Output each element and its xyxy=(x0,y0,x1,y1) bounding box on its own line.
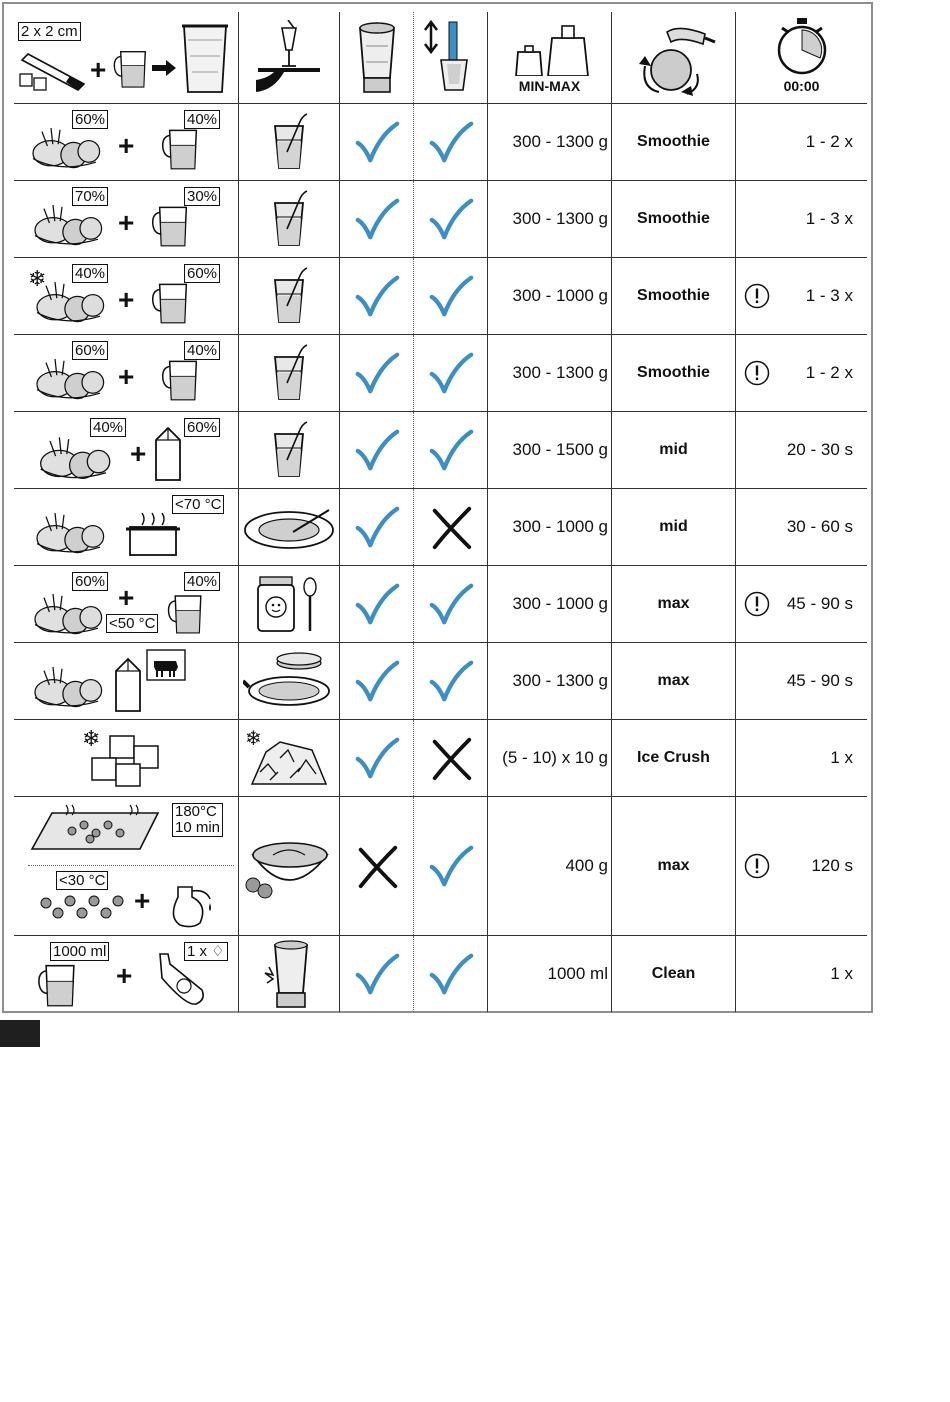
program-cell xyxy=(612,643,736,719)
temperature-label: <70 °C xyxy=(172,495,224,514)
plus-icon: + xyxy=(134,885,151,916)
time-value: 45 - 90 s xyxy=(786,671,853,690)
measuring-jug-icon xyxy=(164,586,212,638)
glass-icon xyxy=(269,266,309,326)
attachment-cell xyxy=(340,489,414,565)
program-cell xyxy=(612,104,736,180)
blender-jug-icon xyxy=(178,20,232,96)
time-value: 1 x xyxy=(830,748,853,767)
serving-cell xyxy=(239,335,340,411)
time-value: 120 s xyxy=(811,856,853,875)
check-icon xyxy=(427,842,475,890)
table-row xyxy=(14,566,867,643)
time-cell xyxy=(736,181,867,257)
snowflake-icon: ❄ xyxy=(82,726,101,751)
volume-label: 1000 ml xyxy=(50,942,109,961)
ingredient-cell xyxy=(14,566,239,642)
serving-cell xyxy=(239,720,340,796)
glass-icon xyxy=(269,189,309,249)
ingredient-cell xyxy=(14,720,239,796)
serving-cell xyxy=(239,643,340,719)
ingredient-cell xyxy=(14,643,239,719)
ratio-b-label: 60% xyxy=(184,418,220,437)
header-tamper-cell xyxy=(414,12,488,103)
glass-icon xyxy=(269,343,309,403)
quantity-value: 300 - 1000 g xyxy=(512,286,608,305)
time-cell xyxy=(736,936,867,1012)
glass-icon xyxy=(269,112,309,172)
header-attachment-cell xyxy=(340,12,414,103)
ratio-a-label: 40% xyxy=(72,264,108,283)
quantity-cell xyxy=(488,797,612,935)
quantity-cell xyxy=(488,720,612,796)
check-icon xyxy=(353,657,401,705)
quantity-value: 300 - 1300 g xyxy=(512,209,608,228)
check-icon xyxy=(427,118,475,166)
temperature-label: <50 °C xyxy=(106,614,158,633)
plus-icon: + xyxy=(118,130,135,161)
table-row xyxy=(14,720,867,797)
quantity-value: 300 - 1300 g xyxy=(512,671,608,690)
oil-jug-icon xyxy=(164,881,216,931)
roasted-nuts-tray-icon xyxy=(30,803,160,859)
snowflake-icon: ❄ xyxy=(28,266,47,291)
nuts-icon xyxy=(38,891,134,925)
program-value: Smoothie xyxy=(637,210,710,227)
program-cell xyxy=(612,797,736,935)
header-prep-cell xyxy=(14,12,239,103)
ratio-a-label: 70% xyxy=(72,187,108,206)
serving-cell xyxy=(239,936,340,1012)
serving-cell xyxy=(239,258,340,334)
measuring-jug-icon xyxy=(34,956,86,1010)
check-icon xyxy=(353,118,401,166)
warning-icon xyxy=(744,591,770,617)
quantity-value: 1000 ml xyxy=(547,964,608,983)
recipe-table xyxy=(14,12,867,1012)
tamper-cell xyxy=(414,797,488,935)
time-cell xyxy=(736,335,867,411)
header-time-cell xyxy=(736,12,867,103)
cow-icon xyxy=(146,649,186,681)
quantity-cell xyxy=(488,936,612,1012)
table-row xyxy=(14,936,867,1012)
flour-eggs-icon xyxy=(26,657,116,713)
program-value: max xyxy=(657,672,690,689)
detergent-label: 1 x ♢ xyxy=(184,942,228,961)
check-icon xyxy=(427,349,475,397)
tamper-cell xyxy=(414,412,488,488)
plus-icon: + xyxy=(118,361,135,392)
program-value: Smoothie xyxy=(637,364,710,381)
serving-tray-icon xyxy=(254,20,324,96)
quantity-cell xyxy=(488,566,612,642)
time-value: 1 - 3 x xyxy=(805,209,853,228)
program-cell xyxy=(612,566,736,642)
quantity-value: 300 - 1300 g xyxy=(512,363,608,382)
time-cell xyxy=(736,566,867,642)
check-icon xyxy=(427,195,475,243)
table-row xyxy=(14,335,867,412)
knife-dice-icon xyxy=(18,50,88,92)
plus-icon: + xyxy=(118,284,135,315)
quantity-cell xyxy=(488,104,612,180)
ingredient-cell xyxy=(14,104,239,180)
ingredient-cell xyxy=(14,335,239,411)
check-icon xyxy=(427,272,475,320)
attachment-cell xyxy=(340,181,414,257)
table-row xyxy=(14,181,867,258)
program-cell xyxy=(612,720,736,796)
quantity-value: 400 g xyxy=(565,856,608,875)
plus-icon: + xyxy=(118,207,135,238)
time-value: 1 x xyxy=(830,964,853,983)
warning-icon xyxy=(744,853,770,879)
attachment-cell xyxy=(340,797,414,935)
nut-butter-bowl-icon xyxy=(243,831,335,901)
arrow-right-icon xyxy=(152,60,176,76)
ingredient-cell xyxy=(14,936,239,1012)
header-serving-cell xyxy=(239,12,340,103)
ratio-b-label: 60% xyxy=(184,264,220,283)
plus-icon: + xyxy=(130,438,147,469)
tamper-cell xyxy=(414,566,488,642)
program-cell xyxy=(612,181,736,257)
table-row xyxy=(14,104,867,181)
quantity-value: 300 - 1500 g xyxy=(512,440,608,459)
header-weight-cell xyxy=(488,12,612,103)
attachment-cell xyxy=(340,335,414,411)
quantity-value: 300 - 1000 g xyxy=(512,517,608,536)
soup-plate-icon xyxy=(243,502,335,552)
plus-icon: + xyxy=(118,582,135,613)
quantity-value: (5 - 10) x 10 g xyxy=(502,748,608,767)
tamper-cell xyxy=(414,643,488,719)
table-row xyxy=(14,643,867,720)
ingredient-cell xyxy=(14,412,239,488)
program-value: mid xyxy=(659,518,688,535)
tamper-cell xyxy=(414,181,488,257)
program-value: max xyxy=(657,595,690,612)
quantity-cell xyxy=(488,258,612,334)
ingredient-cell xyxy=(14,797,239,935)
milk-carton-icon xyxy=(112,655,144,713)
header-speed-cell xyxy=(612,12,736,103)
ingredient-cell xyxy=(14,258,239,334)
time-cell xyxy=(736,797,867,935)
quantity-cell xyxy=(488,412,612,488)
attachment-cell xyxy=(340,566,414,642)
ratio-b-label: 40% xyxy=(184,110,220,129)
program-value: Ice Crush xyxy=(637,749,710,766)
oven-temp-value: 180°C xyxy=(175,803,217,820)
serving-cell xyxy=(239,412,340,488)
attachment-cell xyxy=(340,643,414,719)
oven-temperature-label xyxy=(172,803,223,837)
baby-food-jar-icon xyxy=(254,573,324,635)
plus-icon: + xyxy=(116,960,133,991)
serving-cell xyxy=(239,566,340,642)
crushed-ice-icon xyxy=(246,728,332,788)
measuring-jug-icon xyxy=(110,42,156,92)
clean-jug-icon xyxy=(259,939,319,1009)
program-value: Smoothie xyxy=(637,133,710,150)
time-value: 1 - 3 x xyxy=(805,286,853,305)
plus-icon: + xyxy=(90,54,107,85)
divider xyxy=(28,865,234,866)
table-header xyxy=(14,12,867,104)
soup-vegetables-icon xyxy=(28,503,118,559)
quantity-cell xyxy=(488,181,612,257)
milk-carton-icon xyxy=(152,424,184,482)
oven-time-value: 10 min xyxy=(175,819,221,836)
recipe-table-frame xyxy=(2,2,873,1013)
check-icon xyxy=(427,580,475,628)
ingredient-cell xyxy=(14,489,239,565)
program-value: mid xyxy=(659,441,688,458)
tamper-cell xyxy=(414,489,488,565)
time-cell xyxy=(736,489,867,565)
ratio-a-label: 60% xyxy=(72,110,108,129)
language-marker-bar xyxy=(0,1020,40,1047)
prep-size-label: 2 x 2 cm xyxy=(18,22,81,41)
timer-label: 00:00 xyxy=(783,78,820,94)
cross-icon xyxy=(353,842,401,890)
tamper-cell xyxy=(414,258,488,334)
ratio-a-label: 60% xyxy=(72,341,108,360)
ratio-a-label: 40% xyxy=(90,418,126,437)
quantity-cell xyxy=(488,489,612,565)
program-cell xyxy=(612,335,736,411)
check-icon xyxy=(353,272,401,320)
check-icon xyxy=(427,657,475,705)
tamper-cell xyxy=(414,104,488,180)
ingredient-cell xyxy=(14,181,239,257)
tamper-cell xyxy=(414,335,488,411)
warning-icon xyxy=(744,283,770,309)
check-icon xyxy=(353,426,401,474)
pancake-pan-icon xyxy=(243,651,335,711)
time-value: 1 - 2 x xyxy=(805,363,853,382)
serving-cell xyxy=(239,797,340,935)
attachment-cell xyxy=(340,936,414,1012)
stopwatch-icon xyxy=(774,18,830,76)
attachment-cell xyxy=(340,104,414,180)
check-icon xyxy=(353,195,401,243)
time-value: 30 - 60 s xyxy=(786,517,853,536)
quantity-cell xyxy=(488,643,612,719)
cross-icon xyxy=(427,503,475,551)
time-cell xyxy=(736,412,867,488)
program-cell xyxy=(612,936,736,1012)
check-icon xyxy=(427,426,475,474)
check-icon xyxy=(427,950,475,998)
cooking-pot-icon xyxy=(124,509,184,559)
program-value: max xyxy=(657,857,690,874)
table-row xyxy=(14,412,867,489)
snowflake-icon: ❄ xyxy=(245,728,262,750)
tamper-icon xyxy=(421,20,481,96)
ratio-b-label: 40% xyxy=(184,572,220,591)
check-icon xyxy=(353,734,401,782)
serving-cell xyxy=(239,489,340,565)
program-cell xyxy=(612,258,736,334)
time-cell xyxy=(736,720,867,796)
program-value: Smoothie xyxy=(637,287,710,304)
time-value: 45 - 90 s xyxy=(786,594,853,613)
serving-cell xyxy=(239,181,340,257)
time-cell xyxy=(736,643,867,719)
speed-dial-icon xyxy=(631,20,717,96)
ice-cubes-icon xyxy=(88,732,168,790)
check-icon xyxy=(353,503,401,551)
quantity-cell xyxy=(488,335,612,411)
attachment-cell xyxy=(340,720,414,796)
quantity-value: 300 - 1300 g xyxy=(512,132,608,151)
time-value: 1 - 2 x xyxy=(805,132,853,151)
ratio-b-label: 40% xyxy=(184,341,220,360)
table-row xyxy=(14,489,867,566)
ratio-a-label: 60% xyxy=(72,572,108,591)
time-cell xyxy=(736,258,867,334)
tamper-cell xyxy=(414,720,488,796)
time-value: 20 - 30 s xyxy=(786,440,853,459)
warning-icon xyxy=(744,360,770,386)
check-icon xyxy=(353,580,401,628)
program-value: Clean xyxy=(651,965,696,982)
program-cell xyxy=(612,412,736,488)
time-cell xyxy=(736,104,867,180)
tamper-cell xyxy=(414,936,488,1012)
table-row xyxy=(14,797,867,936)
attachment-cell xyxy=(340,258,414,334)
cross-icon xyxy=(427,734,475,782)
weight-label: MIN-MAX xyxy=(518,78,581,94)
glass-icon xyxy=(269,420,309,480)
check-icon xyxy=(353,349,401,397)
serving-cell xyxy=(239,104,340,180)
cooked-vegetables-icon xyxy=(26,584,116,640)
program-cell xyxy=(612,489,736,565)
temperature-label: <30 °C xyxy=(56,871,108,890)
check-icon xyxy=(353,950,401,998)
table-row xyxy=(14,258,867,335)
ratio-b-label: 30% xyxy=(184,187,220,206)
blender-attachment-icon xyxy=(354,20,400,96)
attachment-cell xyxy=(340,412,414,488)
quantity-value: 300 - 1000 g xyxy=(512,594,608,613)
weights-icon xyxy=(512,20,590,76)
